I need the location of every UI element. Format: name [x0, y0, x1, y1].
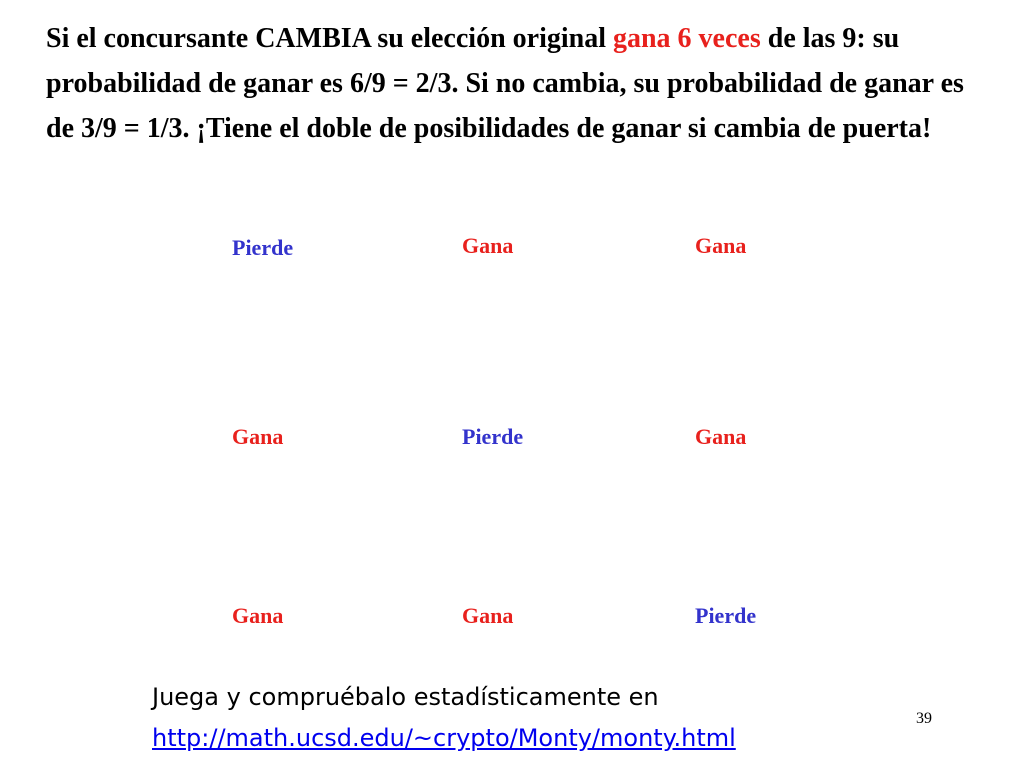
intro-text-end: de las 9: su probabilidad de ganar es 6/9 = 2/3. Si no cambia, su probabilidad de ganar es de 3/9 = 1/3. ¡Tiene el doble de posibilidades de ganar si cambia de puerta! [46, 23, 964, 144]
outcome-r1-c1: Pierde [232, 235, 294, 260]
intro-highlight: gana 6 veces [612, 23, 761, 54]
intro-text-start: Si el concursante CAMBIA su elección original [46, 23, 613, 54]
outcome-r2-c3: Gana [695, 424, 747, 449]
outcome-r2-c1: Gana [232, 424, 284, 449]
intro-paragraph [46, 16, 981, 151]
page-number: 39 [916, 710, 932, 727]
outcome-r3-c1: Gana [232, 603, 284, 628]
outcome-r2-c2: Pierde [462, 424, 524, 449]
outcome-r1-c2: Gana [462, 233, 514, 258]
outcome-r3-c3: Pierde [695, 603, 757, 628]
monty-link[interactable]: http://math.ucsd.edu/~crypto/Monty/monty.html [152, 724, 736, 752]
outcome-r3-c2: Gana [462, 603, 514, 628]
outcome-r1-c3: Gana [695, 233, 747, 258]
cta-text: Juega y compruébalo estadísticamente en [152, 683, 659, 711]
